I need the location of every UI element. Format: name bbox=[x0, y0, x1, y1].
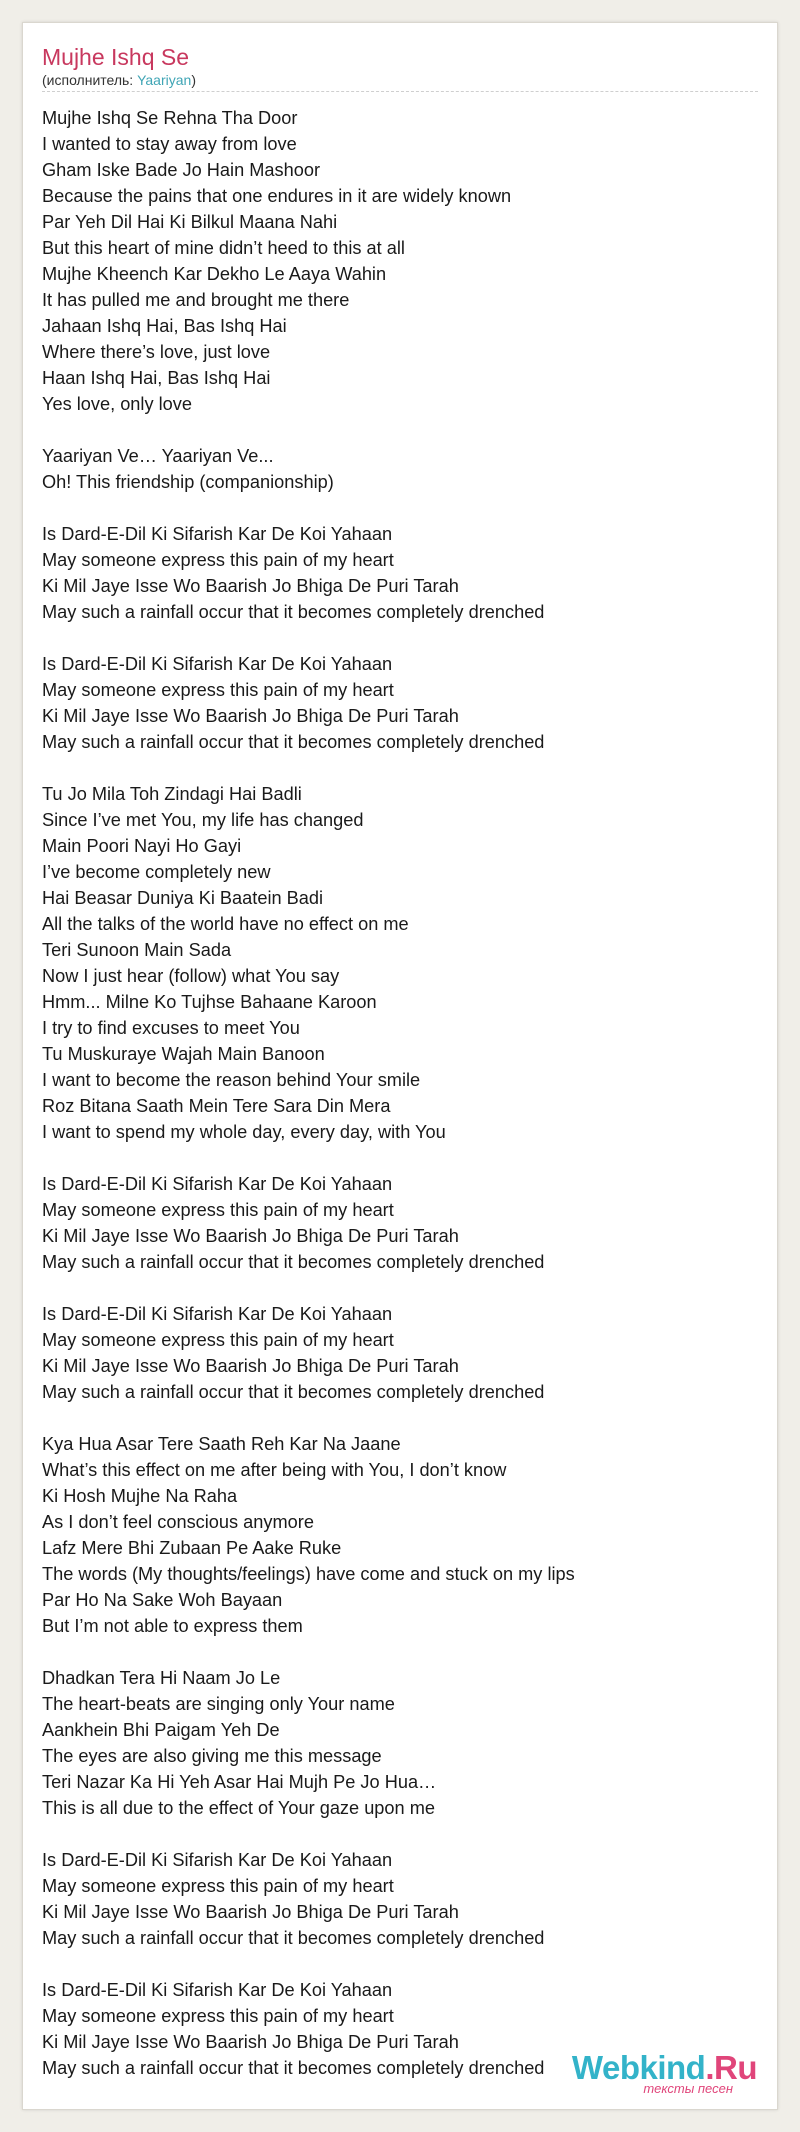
lyrics-stanza bbox=[42, 105, 758, 417]
lyric-line: May someone express this pain of my heart bbox=[42, 2006, 394, 2026]
lyric-line: May such a rainfall occur that it becomes completely drenched bbox=[42, 732, 545, 752]
lyric-line: May such a rainfall occur that it becomes completely drenched bbox=[42, 2058, 545, 2078]
lyric-line: Is Dard-E-Dil Ki Sifarish Kar De Koi Yahaan bbox=[42, 1980, 393, 2000]
lyrics-stanza bbox=[42, 521, 758, 625]
lyric-line: I’ve become completely new bbox=[42, 862, 271, 882]
lyric-line: But this heart of mine didn’t heed to this at all bbox=[42, 238, 405, 258]
lyric-line: May someone express this pain of my heart bbox=[42, 550, 394, 570]
lyrics-card bbox=[22, 22, 778, 2110]
lyric-line: I try to find excuses to meet You bbox=[42, 1018, 300, 1038]
lyric-line: I want to become the reason behind Your smile bbox=[42, 1070, 421, 1090]
performer-suffix: ) bbox=[191, 72, 196, 88]
lyric-line: May such a rainfall occur that it becomes completely drenched bbox=[42, 1382, 545, 1402]
lyric-line: I want to spend my whole day, every day, with You bbox=[42, 1122, 446, 1142]
lyric-line: May someone express this pain of my heart bbox=[42, 680, 394, 700]
performer-line bbox=[42, 71, 758, 89]
lyric-line: Gham Iske Bade Jo Hain Mashoor bbox=[42, 160, 320, 180]
lyric-line: Because the pains that one endures in it are widely known bbox=[42, 186, 512, 206]
lyric-line: Par Ho Na Sake Woh Bayaan bbox=[42, 1590, 283, 1610]
lyrics-stanza bbox=[42, 1847, 758, 1951]
lyric-line: May someone express this pain of my heart bbox=[42, 1330, 394, 1350]
lyric-line: I wanted to stay away from love bbox=[42, 134, 297, 154]
lyrics-stanza bbox=[42, 1301, 758, 1405]
lyric-line: Since I’ve met You, my life has changed bbox=[42, 810, 364, 830]
lyric-line: Tu Muskuraye Wajah Main Banoon bbox=[42, 1044, 325, 1064]
lyric-line: Kya Hua Asar Tere Saath Reh Kar Na Jaane bbox=[42, 1434, 401, 1454]
lyrics-stanza bbox=[42, 1665, 758, 1821]
lyric-line: All the talks of the world have no effect on me bbox=[42, 914, 409, 934]
lyric-line: The heart-beats are singing only Your name bbox=[42, 1694, 395, 1714]
lyric-line: May someone express this pain of my heart bbox=[42, 1200, 394, 1220]
lyric-line: What’s this effect on me after being with You, I don’t know bbox=[42, 1460, 507, 1480]
lyric-line: Teri Nazar Ka Hi Yeh Asar Hai Mujh Pe Jo Hua… bbox=[42, 1772, 437, 1792]
lyric-line: The eyes are also giving me this message bbox=[42, 1746, 382, 1766]
song-header bbox=[42, 43, 758, 92]
lyric-line: Jahaan Ishq Hai, Bas Ishq Hai bbox=[42, 316, 287, 336]
lyric-line: May such a rainfall occur that it becomes completely drenched bbox=[42, 1252, 545, 1272]
lyrics-stanza bbox=[42, 1171, 758, 1275]
lyric-line: May such a rainfall occur that it becomes completely drenched bbox=[42, 1928, 545, 1948]
artist-link[interactable]: Yaariyan bbox=[137, 72, 192, 88]
lyric-line: Dhadkan Tera Hi Naam Jo Le bbox=[42, 1668, 281, 1688]
watermark-tld: .Ru bbox=[705, 2049, 757, 2086]
watermark-tagline: тексты песен bbox=[643, 2081, 733, 2096]
lyric-line: Is Dard-E-Dil Ki Sifarish Kar De Koi Yahaan bbox=[42, 1174, 393, 1194]
lyric-line: Ki Mil Jaye Isse Wo Baarish Jo Bhiga De Puri Tarah bbox=[42, 1902, 459, 1922]
lyric-line: Hmm... Milne Ko Tujhse Bahaane Karoon bbox=[42, 992, 377, 1012]
lyric-line: Mujhe Kheench Kar Dekho Le Aaya Wahin bbox=[42, 264, 387, 284]
lyrics-body bbox=[42, 105, 758, 2107]
lyric-line: The words (My thoughts/feelings) have come and stuck on my lips bbox=[42, 1564, 575, 1584]
site-watermark bbox=[572, 2051, 757, 2095]
header-divider bbox=[42, 91, 758, 92]
lyrics-stanza bbox=[42, 443, 758, 495]
lyric-line: Par Yeh Dil Hai Ki Bilkul Maana Nahi bbox=[42, 212, 338, 232]
lyric-line: Ki Mil Jaye Isse Wo Baarish Jo Bhiga De Puri Tarah bbox=[42, 2032, 459, 2052]
lyric-line: Now I just hear (follow) what You say bbox=[42, 966, 340, 986]
lyric-line: May such a rainfall occur that it becomes completely drenched bbox=[42, 602, 545, 622]
lyric-line: Is Dard-E-Dil Ki Sifarish Kar De Koi Yahaan bbox=[42, 1850, 393, 1870]
lyric-line: May someone express this pain of my heart bbox=[42, 1876, 394, 1896]
lyric-line: Ki Mil Jaye Isse Wo Baarish Jo Bhiga De Puri Tarah bbox=[42, 1226, 459, 1246]
lyric-line: Ki Hosh Mujhe Na Raha bbox=[42, 1486, 238, 1506]
lyric-line: Mujhe Ishq Se Rehna Tha Door bbox=[42, 108, 298, 128]
lyric-line: But I’m not able to express them bbox=[42, 1616, 303, 1636]
lyric-line: Teri Sunoon Main Sada bbox=[42, 940, 232, 960]
lyric-line: Main Poori Nayi Ho Gayi bbox=[42, 836, 242, 856]
lyric-line: Hai Beasar Duniya Ki Baatein Badi bbox=[42, 888, 324, 908]
lyrics-stanza bbox=[42, 651, 758, 755]
lyric-line: Is Dard-E-Dil Ki Sifarish Kar De Koi Yahaan bbox=[42, 524, 393, 544]
lyric-line: As I don’t feel conscious anymore bbox=[42, 1512, 314, 1532]
lyric-line: Lafz Mere Bhi Zubaan Pe Aake Ruke bbox=[42, 1538, 342, 1558]
lyric-line: Yaariyan Ve… Yaariyan Ve... bbox=[42, 446, 274, 466]
watermark-brand: Webkind bbox=[571, 2049, 706, 2086]
lyric-line: Ki Mil Jaye Isse Wo Baarish Jo Bhiga De Puri Tarah bbox=[42, 576, 459, 596]
lyric-line: Is Dard-E-Dil Ki Sifarish Kar De Koi Yahaan bbox=[42, 654, 393, 674]
watermark-logo bbox=[572, 2051, 757, 2084]
lyric-line: Where there’s love, just love bbox=[42, 342, 271, 362]
lyric-line: It has pulled me and brought me there bbox=[42, 290, 350, 310]
lyric-line: Is Dard-E-Dil Ki Sifarish Kar De Koi Yahaan bbox=[42, 1304, 393, 1324]
performer-prefix: (исполнитель: bbox=[42, 72, 138, 88]
lyric-line: Ki Mil Jaye Isse Wo Baarish Jo Bhiga De Puri Tarah bbox=[42, 1356, 459, 1376]
lyric-line: Haan Ishq Hai, Bas Ishq Hai bbox=[42, 368, 271, 388]
lyrics-stanza bbox=[42, 781, 758, 1145]
lyric-line: Tu Jo Mila Toh Zindagi Hai Badli bbox=[42, 784, 302, 804]
lyric-line: Oh! This friendship (companionship) bbox=[42, 472, 334, 492]
lyrics-stanza bbox=[42, 1431, 758, 1639]
lyric-line: This is all due to the effect of Your gaze upon me bbox=[42, 1798, 435, 1818]
lyric-line: Ki Mil Jaye Isse Wo Baarish Jo Bhiga De Puri Tarah bbox=[42, 706, 459, 726]
song-title: Mujhe Ishq Se bbox=[42, 44, 190, 70]
lyric-line: Aankhein Bhi Paigam Yeh De bbox=[42, 1720, 280, 1740]
lyric-line: Yes love, only love bbox=[42, 394, 192, 414]
lyric-line: Roz Bitana Saath Mein Tere Sara Din Mera bbox=[42, 1096, 391, 1116]
